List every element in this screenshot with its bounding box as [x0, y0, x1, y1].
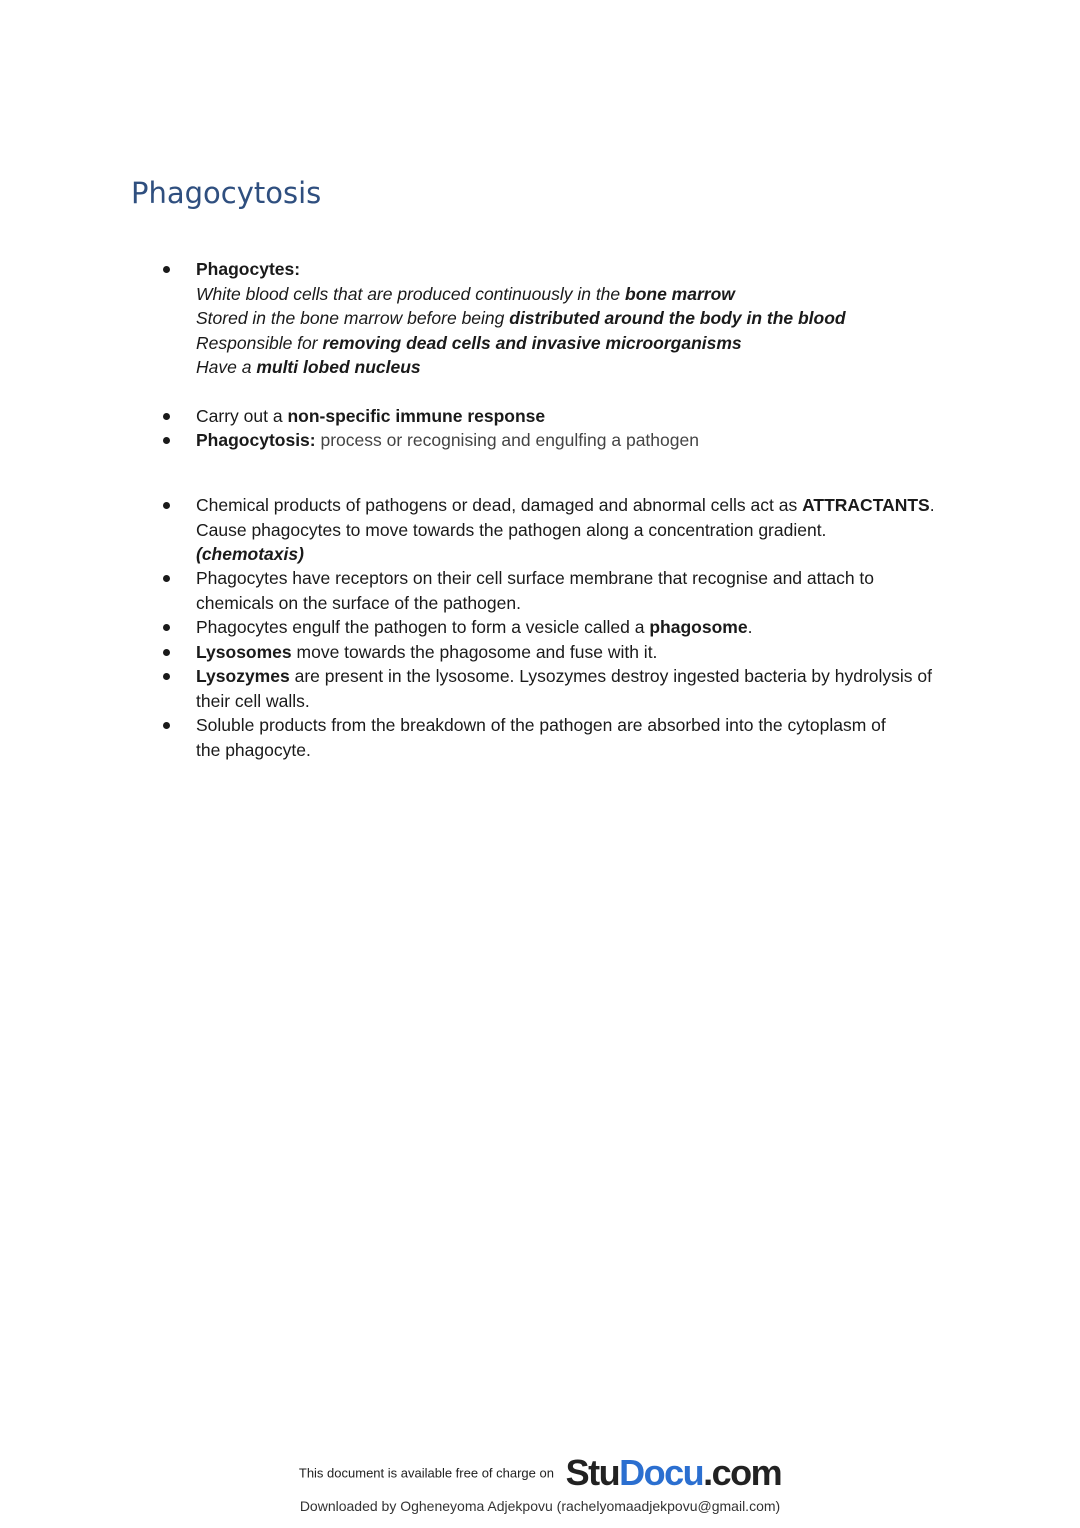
list-item-line [196, 428, 956, 453]
list-item-line [196, 331, 956, 356]
text-run: distributed around the body in the blood [509, 308, 846, 328]
bullet-icon [163, 673, 170, 680]
text-run: White blood cells that are produced continuously in the [196, 283, 626, 304]
list-item-line [196, 518, 956, 543]
text-run: chemicals on the surface of the pathogen. [196, 592, 521, 613]
text-run: phagosome [649, 617, 748, 637]
list-item-line [196, 566, 956, 591]
text-run: Responsible [196, 332, 298, 353]
text-run: Phagocytosis: [196, 430, 316, 450]
list-item [196, 428, 956, 453]
list-item-line [196, 306, 956, 331]
text-run: Phagocytes have receptors on their cell surface membrane that recognise and attach to [196, 568, 875, 588]
list-item [196, 713, 956, 762]
text-run: process or recognising and engulfing a pathogen [315, 430, 699, 450]
list-item [196, 493, 956, 567]
text-run: Phagocytes engulf the pathogen to form a vesicle called a [196, 617, 650, 637]
text-run: Chemical products of pathogens or dead, damaged and abnormal cells act as [196, 495, 803, 515]
text-run: Phagocytes: [196, 259, 301, 279]
list-item-line [196, 738, 956, 763]
text-run: Soluble products from the breakdown of the pathogen are absorbed into the cytoplasm of [196, 715, 886, 735]
list-item [196, 566, 956, 615]
bullet-icon [163, 413, 170, 420]
text-run: are present in the lysosome. Lysozymes destroy ingested bacteria by hydrolysis of [289, 666, 933, 686]
list-item-line [196, 640, 956, 665]
text-run: the phagocyte. [196, 739, 311, 760]
list-item [196, 640, 956, 665]
footer-availability [0, 1452, 1080, 1494]
list-item [196, 404, 956, 429]
text-run: multi lobed nucleus [256, 357, 421, 377]
list-item [196, 664, 956, 713]
text-run: Lysozymes [196, 666, 290, 686]
text-run: Carry out a [196, 406, 288, 426]
text-run: removing dead cells and invasive microorganisms [322, 332, 742, 353]
text-run: for [297, 332, 323, 353]
text-run: (chemotaxis) [196, 544, 304, 564]
list-item-line [196, 664, 956, 689]
list-item-line [196, 713, 956, 738]
bullet-icon [163, 624, 170, 631]
bullet-icon [163, 266, 170, 273]
text-run: ATTRACTANTS [802, 495, 930, 515]
text-run: Cause phagocytes to move towards the pathogen along a concentration gradient. [196, 519, 827, 540]
list-item-line [196, 591, 956, 616]
text-run: their cell walls. [196, 690, 310, 711]
list-item-line [196, 257, 956, 282]
list-item [196, 257, 956, 380]
list-item-line [196, 404, 956, 429]
text-run: bone marrow [625, 283, 735, 304]
footer-available-text: This document is available free of charge on [298, 1465, 554, 1481]
bullet-icon [163, 649, 170, 656]
list-item-line [196, 542, 956, 567]
list-item-line [196, 355, 956, 380]
list-item-line [196, 493, 956, 518]
text-run: Have a [196, 357, 257, 377]
list-item-line [196, 615, 956, 640]
text-run: . [747, 617, 753, 637]
bullet-icon [163, 437, 170, 444]
text-run: . [929, 495, 935, 515]
list-item [196, 615, 956, 640]
studocu-logo[interactable]: StuDocu.com [565, 1452, 782, 1493]
text-run: move towards the phagosome and fuse with it. [291, 642, 658, 662]
text-run: non-specific immune response [287, 406, 546, 426]
list-item-line [196, 689, 956, 714]
page-title: Phagocytosis [131, 176, 322, 210]
footer-downloaded-by: Downloaded by Ogheneyoma Adjekpovu (rachelyomaadjekpovu@gmail.com) [299, 1498, 781, 1514]
bullet-icon [163, 722, 170, 729]
list-item-line [196, 282, 956, 307]
bullet-icon [163, 502, 170, 509]
text-run: Stored in the bone marrow before being [196, 308, 510, 328]
bullet-icon [163, 575, 170, 582]
text-run: Lysosomes [196, 642, 292, 662]
